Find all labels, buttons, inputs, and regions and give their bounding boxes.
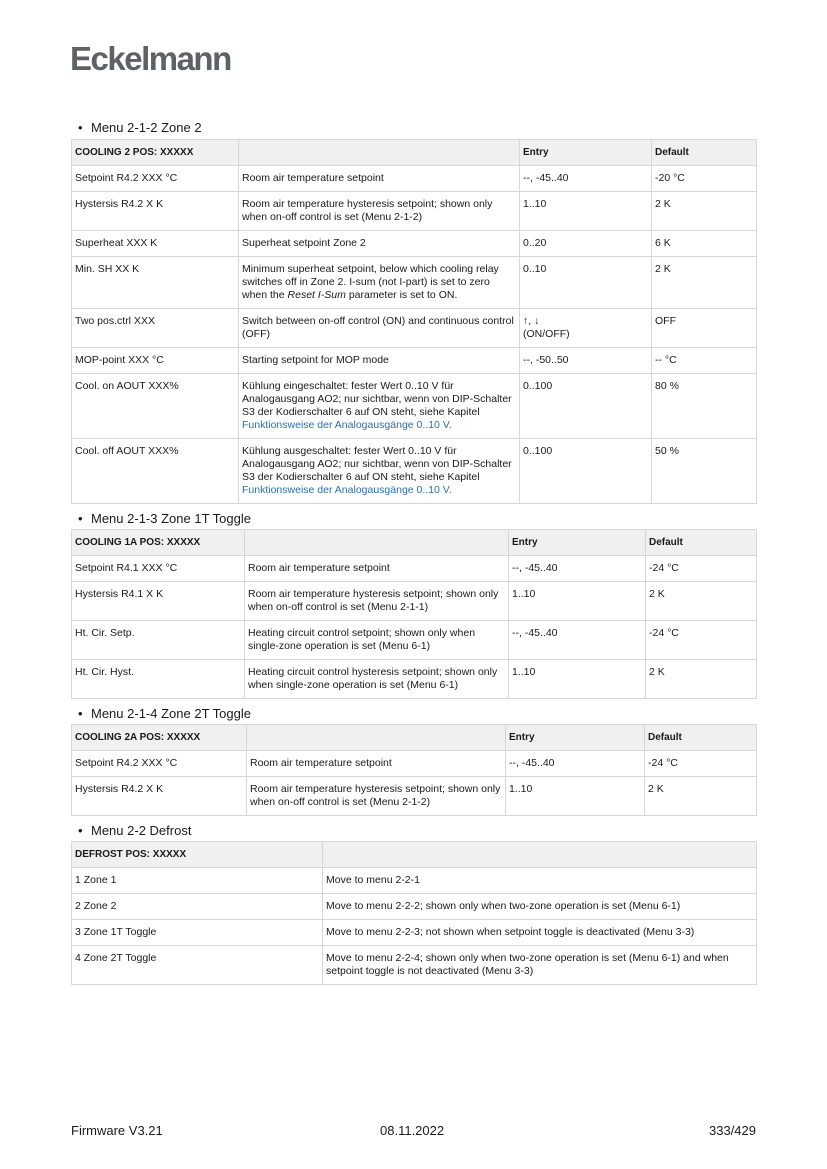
table-row <box>72 582 757 621</box>
action-cell: Move to menu 2-2-3; not shown when setpoint toggle is deactivated (Menu 3-3) <box>323 920 757 946</box>
footer-date: 08.11.2022 <box>380 1123 445 1138</box>
action-cell: Move to menu 2-2-2; shown only when two-zone operation is set (Menu 6-1) <box>323 894 757 920</box>
table-zone-2t-toggle <box>71 724 757 816</box>
table-zone-1t-toggle <box>71 529 757 699</box>
default-cell: 50 % <box>652 439 757 504</box>
section-heading-zone-2t-toggle <box>78 706 251 721</box>
company-logo: Eckelmann <box>70 40 231 77</box>
description-text: Kühlung eingeschaltet: fester Wert 0..10 V für Analogausgang AO2; nur sichtbar, wenn von DIP-Schalter S3 der Kodierschalter 6 auf ON steht, siehe Kapitel <box>242 380 512 418</box>
header-cell-default: Default <box>646 530 757 556</box>
entry-cell <box>520 309 652 348</box>
chapter-link-analog-outputs[interactable]: Funktionsweise der Analogausgänge 0..10 V. <box>242 484 452 496</box>
header-cell-blank <box>239 140 520 166</box>
header-cell-default: Default <box>652 140 757 166</box>
description-cell: Room air temperature hysteresis setpoint; shown only when on-off control is set (Menu 2-1-2) <box>239 192 520 231</box>
description-cell: Starting setpoint for MOP mode <box>239 348 520 374</box>
section-heading-text: Menu 2-2 Defrost <box>91 823 192 838</box>
description-cell: Room air temperature setpoint <box>239 166 520 192</box>
header-cell-entry: Entry <box>520 140 652 166</box>
table-row <box>72 920 757 946</box>
header-cell-blank <box>247 725 506 751</box>
description-cell: Room air temperature setpoint <box>247 751 506 777</box>
section-heading-text: Menu 2-1-4 Zone 2T Toggle <box>91 706 251 721</box>
entry-cell: --, -45..40 <box>509 556 646 582</box>
param-cell: Hystersis R4.1 X K <box>72 582 245 621</box>
bullet-icon: • <box>78 823 83 838</box>
param-cell: Ht. Cir. Hyst. <box>72 660 245 699</box>
table-row <box>72 777 757 816</box>
action-cell: Move to menu 2-2-1 <box>323 868 757 894</box>
default-cell: 2 K <box>645 777 757 816</box>
table-header-row <box>72 530 757 556</box>
entry-cell: --, -50..50 <box>520 348 652 374</box>
description-text: Minimum superheat setpoint, below which cooling relay switches off in Zone 2. I-sum (not I-part) is set to zero when the <box>242 263 499 301</box>
default-cell: 2 K <box>646 582 757 621</box>
entry-cell: 0..100 <box>520 439 652 504</box>
entry-cell: 1..10 <box>506 777 645 816</box>
bullet-icon: • <box>78 706 83 721</box>
header-cell-blank <box>323 842 757 868</box>
param-cell: Superheat XXX K <box>72 231 239 257</box>
bullet-icon: • <box>78 511 83 526</box>
table-row <box>72 894 757 920</box>
param-cell: Two pos.ctrl XXX <box>72 309 239 348</box>
entry-cell: 1..10 <box>509 582 646 621</box>
arrow-keys-icon: ↑, ↓ <box>523 315 540 327</box>
menu-item-cell: 4 Zone 2T Toggle <box>72 946 323 985</box>
section-heading-zone-2 <box>78 120 202 135</box>
table-row <box>72 348 757 374</box>
entry-cell: 1..10 <box>520 192 652 231</box>
param-cell: Hystersis R4.2 X K <box>72 777 247 816</box>
table-row <box>72 231 757 257</box>
description-text: Kühlung ausgeschaltet: fester Wert 0..10 V für Analogausgang AO2; nur sichtbar, wenn von DIP-Schalter S3 der Kodierschalter 6 auf ON steht, siehe Kapitel <box>242 445 512 483</box>
table-row <box>72 868 757 894</box>
default-cell: -24 °C <box>645 751 757 777</box>
table-row <box>72 751 757 777</box>
table-zone-2 <box>71 139 757 504</box>
param-cell: Setpoint R4.1 XXX °C <box>72 556 245 582</box>
header-cell-title: COOLING 1A POS: XXXXX <box>72 530 245 556</box>
action-cell: Move to menu 2-2-4; shown only when two-zone operation is set (Menu 6-1) and when setpoint toggle is not deactivated (Menu 3-3) <box>323 946 757 985</box>
footer-page-number: 333/429 <box>709 1123 756 1138</box>
entry-cell: 0..10 <box>520 257 652 309</box>
description-cell: Heating circuit control hysteresis setpoint; shown only when single-zone operation is set (Menu 6-1) <box>245 660 509 699</box>
table-defrost <box>71 841 757 985</box>
param-cell: Setpoint R4.2 XXX °C <box>72 751 247 777</box>
table-row <box>72 374 757 439</box>
table-row <box>72 439 757 504</box>
menu-item-cell: 3 Zone 1T Toggle <box>72 920 323 946</box>
default-cell: 2 K <box>652 257 757 309</box>
description-cell <box>239 257 520 309</box>
header-cell-title: COOLING 2A POS: XXXXX <box>72 725 247 751</box>
section-heading-defrost <box>78 823 191 838</box>
table-row <box>72 166 757 192</box>
header-cell-title: DEFROST POS: XXXXX <box>72 842 323 868</box>
default-cell: 2 K <box>652 192 757 231</box>
menu-item-cell: 2 Zone 2 <box>72 894 323 920</box>
default-cell: 2 K <box>646 660 757 699</box>
menu-item-cell: 1 Zone 1 <box>72 868 323 894</box>
chapter-link-analog-outputs[interactable]: Funktionsweise der Analogausgänge 0..10 V. <box>242 419 452 431</box>
table-row <box>72 556 757 582</box>
default-cell: -24 °C <box>646 621 757 660</box>
header-cell-entry: Entry <box>509 530 646 556</box>
header-cell-default: Default <box>645 725 757 751</box>
description-cell: Switch between on-off control (ON) and continuous control (OFF) <box>239 309 520 348</box>
table-row <box>72 621 757 660</box>
description-text: parameter is set to ON. <box>345 289 458 301</box>
param-cell: Setpoint R4.2 XXX °C <box>72 166 239 192</box>
default-cell: -20 °C <box>652 166 757 192</box>
param-cell: Min. SH XX K <box>72 257 239 309</box>
header-cell-blank <box>245 530 509 556</box>
param-cell: Hystersis R4.2 X K <box>72 192 239 231</box>
header-cell-entry: Entry <box>506 725 645 751</box>
description-cell <box>239 439 520 504</box>
default-cell: OFF <box>652 309 757 348</box>
entry-text: (ON/OFF) <box>523 328 570 340</box>
table-row <box>72 192 757 231</box>
description-cell: Room air temperature setpoint <box>245 556 509 582</box>
section-heading-zone-1t-toggle <box>78 511 251 526</box>
table-row <box>72 309 757 348</box>
entry-cell: --, -45..40 <box>509 621 646 660</box>
table-header-row <box>72 140 757 166</box>
param-cell: MOP-point XXX °C <box>72 348 239 374</box>
footer-firmware: Firmware V3.21 <box>71 1123 163 1138</box>
section-heading-text: Menu 2-1-2 Zone 2 <box>91 120 202 135</box>
table-header-row <box>72 725 757 751</box>
description-cell <box>239 374 520 439</box>
parameter-name-emphasis: Reset I-Sum <box>287 289 346 301</box>
entry-cell: 0..20 <box>520 231 652 257</box>
table-header-row <box>72 842 757 868</box>
default-cell: -- °C <box>652 348 757 374</box>
default-cell: 6 K <box>652 231 757 257</box>
description-cell: Room air temperature hysteresis setpoint; shown only when on-off control is set (Menu 2-1-1) <box>245 582 509 621</box>
entry-cell: 1..10 <box>509 660 646 699</box>
entry-cell: --, -45..40 <box>506 751 645 777</box>
header-cell-title: COOLING 2 POS: XXXXX <box>72 140 239 166</box>
default-cell: 80 % <box>652 374 757 439</box>
description-cell: Superheat setpoint Zone 2 <box>239 231 520 257</box>
entry-cell: --, -45..40 <box>520 166 652 192</box>
param-cell: Cool. on AOUT XXX% <box>72 374 239 439</box>
param-cell: Cool. off AOUT XXX% <box>72 439 239 504</box>
entry-cell: 0..100 <box>520 374 652 439</box>
description-cell: Heating circuit control setpoint; shown only when single-zone operation is set (Menu 6-1) <box>245 621 509 660</box>
section-heading-text: Menu 2-1-3 Zone 1T Toggle <box>91 511 251 526</box>
param-cell: Ht. Cir. Setp. <box>72 621 245 660</box>
bullet-icon: • <box>78 120 83 135</box>
description-cell: Room air temperature hysteresis setpoint; shown only when on-off control is set (Menu 2-1-2) <box>247 777 506 816</box>
table-row <box>72 946 757 985</box>
table-row <box>72 660 757 699</box>
table-row <box>72 257 757 309</box>
default-cell: -24 °C <box>646 556 757 582</box>
